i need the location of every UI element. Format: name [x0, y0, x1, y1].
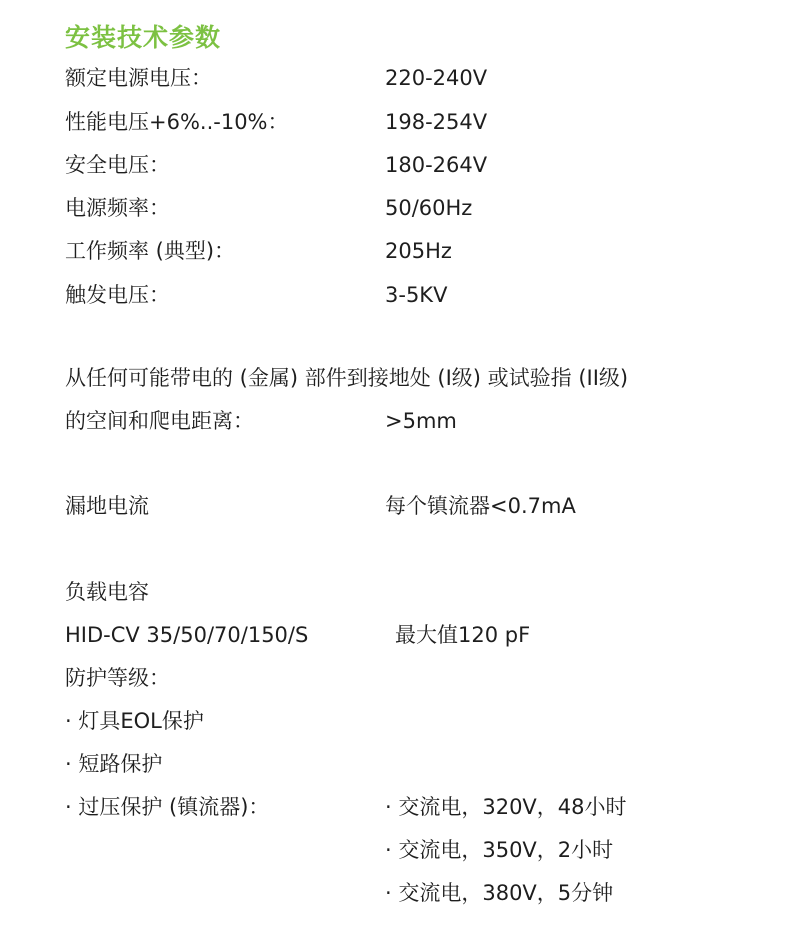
spec-value-supply-frequency: 50/60Hz: [385, 196, 473, 220]
spec-value-operating-frequency: 205Hz: [385, 239, 452, 263]
spec-label-safety-voltage: 安全电压：: [65, 153, 170, 177]
spec-label-performance-voltage: 性能电压+6%..-10%：: [65, 110, 289, 134]
spec-label-operating-frequency: 工作频率 (典型)：: [65, 239, 236, 263]
protection-item-overvoltage: · 过压保护 (镇流器)：: [65, 795, 270, 819]
protection-heading: 防护等级：: [65, 666, 170, 690]
protection-item-eol: · 灯具EOL保护: [65, 709, 204, 733]
capacitance-model: HID-CV 35/50/70/150/S: [65, 623, 309, 647]
spec-label-ignition-voltage: 触发电压：: [65, 283, 170, 307]
clearance-text-line2: 的空间和爬电距离：: [65, 409, 254, 433]
spec-value-rated-voltage: 220-240V: [385, 66, 488, 90]
capacitance-value: 最大值120 pF: [395, 623, 531, 647]
capacitance-heading: 负载电容: [65, 580, 149, 604]
spec-value-performance-voltage: 198-254V: [385, 110, 488, 134]
clearance-value: >5mm: [385, 409, 457, 433]
section-title: 安装技术参数: [65, 23, 222, 52]
leakage-value: 每个镇流器<0.7mA: [385, 494, 576, 518]
protection-item-short-circuit: · 短路保护: [65, 752, 163, 776]
leakage-label: 漏地电流: [65, 494, 149, 518]
spec-label-supply-frequency: 电源频率：: [65, 196, 170, 220]
spec-label-rated-voltage: 额定电源电压：: [65, 66, 212, 90]
overvoltage-condition-350v: · 交流电，350V，2小时: [385, 838, 614, 862]
clearance-text-line1: 从任何可能带电的 (金属) 部件到接地处 (I级) 或试验指 (II级): [65, 366, 629, 390]
spec-value-ignition-voltage: 3-5KV: [385, 283, 448, 307]
overvoltage-condition-380v: · 交流电，380V，5分钟: [385, 881, 614, 905]
spec-value-safety-voltage: 180-264V: [385, 153, 488, 177]
overvoltage-condition-320v: · 交流电，320V，48小时: [385, 795, 627, 819]
